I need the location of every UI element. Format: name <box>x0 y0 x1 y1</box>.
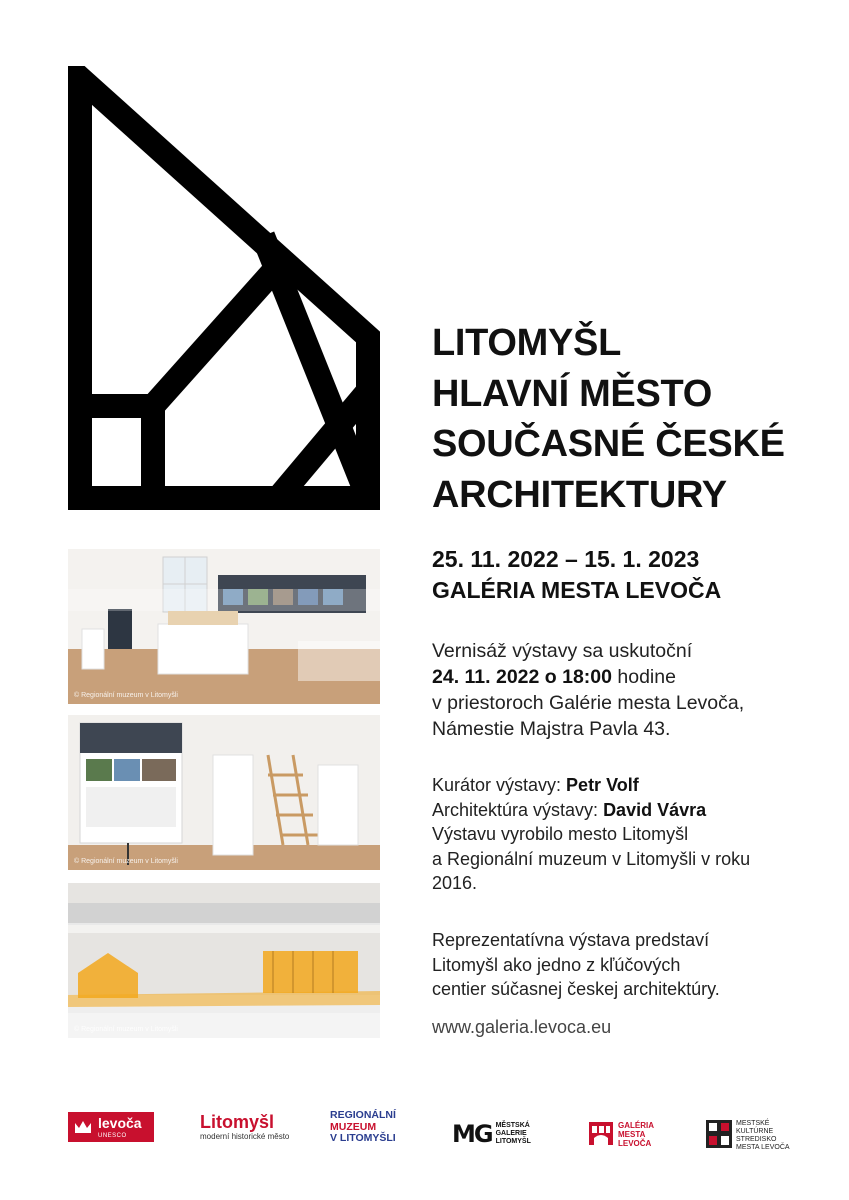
crown-icon <box>68 1119 98 1135</box>
mg-text <box>496 1122 531 1146</box>
opening-line: Vernisáž výstavy sa uskutoční <box>432 640 693 662</box>
mks-line: STREDISKO <box>736 1136 777 1143</box>
mg-line: LITOMYŠL <box>495 1138 531 1145</box>
architecture-line <box>432 798 832 823</box>
levoca-logo[interactable] <box>68 1112 154 1142</box>
rm-line: V LITOMYŠLI <box>330 1132 396 1144</box>
title-line: ARCHITEKTURY <box>432 473 727 516</box>
opening-info <box>432 638 832 742</box>
architecture-polygon-mark <box>68 66 380 510</box>
produced-line: Výstavu vyrobilo mesto Litomyšl <box>432 824 689 844</box>
mks-text <box>736 1120 790 1152</box>
partner-logos <box>60 1108 800 1152</box>
mg-line: GALERIE <box>495 1130 527 1137</box>
exhibition-photo <box>68 715 380 870</box>
title-line: HLAVNÍ MĚSTO <box>432 372 713 415</box>
architecture-name: David Vávra <box>603 799 707 820</box>
venue-name: GALÉRIA MESTA LEVOČA <box>432 577 722 603</box>
castle-icon <box>588 1118 614 1151</box>
exhibition-photo <box>68 549 380 704</box>
galeria-text <box>618 1121 654 1148</box>
description-line: Litomyšl ako jedno z kľúčových <box>432 954 681 975</box>
panel-and-model-image <box>68 715 380 870</box>
galeria-line: LEVOČA <box>618 1138 652 1148</box>
opening-line <box>432 664 832 690</box>
orange-model-image <box>68 883 380 1038</box>
levoca-logo-sub: UNESCO <box>98 1133 127 1139</box>
rm-line: REGIONÁLNÍ <box>330 1109 396 1121</box>
mks-line: KULTÚRNE <box>736 1128 774 1135</box>
litomysl-logo[interactable] <box>200 1112 289 1156</box>
description-line: Reprezentatívna výstava predstaví <box>432 930 710 950</box>
mg-line: MĚSTSKÁ <box>495 1122 530 1129</box>
website-link[interactable]: www.galeria.levoca.eu <box>432 1017 612 1037</box>
photo-credit: © Regionální muzeum v Litomyšli <box>74 692 178 699</box>
galeria-line: GALÉRIA <box>618 1120 654 1130</box>
exhibition-photo <box>68 883 380 1038</box>
regionalni-muzeum-logo[interactable] <box>330 1110 396 1154</box>
title-line: LITOMYŠL <box>432 322 622 364</box>
photo-credit: © Regionální muzeum v Litomyšli <box>74 858 178 865</box>
rm-line: MUZEUM <box>330 1120 377 1133</box>
exhibition-dates <box>432 544 832 606</box>
description-line: centier súčasnej českej architektúry. <box>432 979 720 999</box>
litomysl-logo-name: Litomyšl <box>200 1112 275 1132</box>
opening-line: v priestoroch Galérie mesta Levoča, <box>432 692 745 714</box>
mestska-galerie-logo[interactable] <box>452 1112 531 1156</box>
date-range: 25. 11. 2022 – 15. 1. 2023 <box>432 546 700 572</box>
opening-hour-suffix: hodine <box>611 666 676 688</box>
architecture-label: Architektúra výstavy: <box>432 799 604 820</box>
galeria-mesta-logo[interactable] <box>588 1112 654 1156</box>
description <box>432 928 832 1002</box>
produced-line: 2016. <box>432 873 478 893</box>
litomysl-logo-sub: moderní historické město <box>200 1132 290 1141</box>
title-line: SOUČASNÉ ČESKÉ <box>432 423 785 465</box>
curator-label: Kurátor výstavy: <box>432 775 567 795</box>
produced-line: a Regionální muzeum v Litomyšli v roku <box>432 848 751 869</box>
exhibition-title <box>432 318 832 520</box>
opening-line: Námestie Majstra Pavla 43. <box>432 718 671 740</box>
mks-line: MESTA LEVOČA <box>736 1144 790 1151</box>
curator-line <box>432 773 832 798</box>
credits <box>432 773 832 896</box>
photo-credit: © Regionální muzeum v Litomyšli <box>74 1026 178 1033</box>
mg-mark: MG <box>452 1120 492 1148</box>
square-pattern-icon <box>706 1120 732 1153</box>
curator-name: Petr Volf <box>566 775 639 795</box>
mks-line: MESTSKÉ <box>736 1120 770 1127</box>
levoca-logo-text <box>98 1115 142 1139</box>
levoca-logo-name: levoča <box>98 1115 142 1131</box>
gallery-room-image <box>68 549 380 704</box>
mks-logo[interactable] <box>706 1114 790 1158</box>
opening-datetime: 24. 11. 2022 o 18:00 <box>432 666 612 688</box>
galeria-line: MESTA <box>618 1129 646 1139</box>
